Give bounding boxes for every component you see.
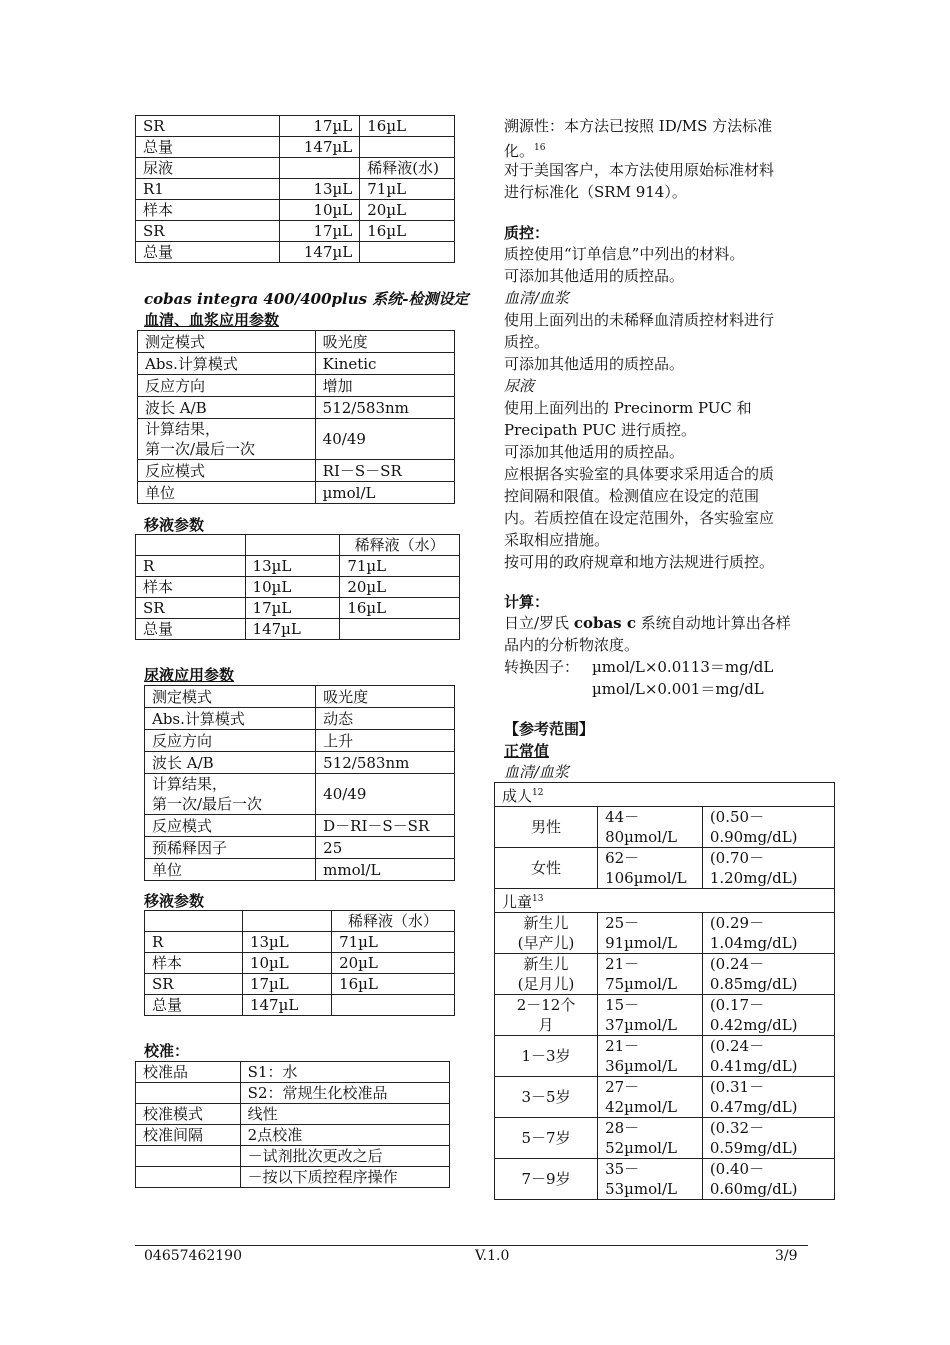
table-cell: 总量 [136,619,246,640]
table-cell: 16µL [332,974,455,995]
table-cell: 计算结果， 第一次/最后一次 [138,419,316,460]
reference-row [495,913,835,954]
table-cell: 44－ 80µmol/L [598,807,703,848]
table-cell: 测定模式 [145,686,316,708]
table-row [136,1167,450,1188]
traceability-line-1: 溯源性：本方法已按照 ID/MS 方法标准 [504,117,773,135]
qc-line-2: 可添加其他适用的质控品。 [504,267,685,285]
table-cell: 147µL [280,137,360,158]
qc-line-10: 控间隔和限值。检测值应在设定的范围 [504,487,760,505]
table-cell: R [145,932,243,953]
child-group-row [495,889,835,913]
table-cell [332,995,455,1016]
table-cell: 反应方向 [138,375,316,397]
table-cell: 25－ 91µmol/L [598,913,703,954]
table-cell: 单位 [145,859,316,881]
table-cell: 17µL [245,598,340,619]
table-cell: (0.17－ 0.42mg/dL) [702,995,834,1036]
serum-plasma-label: 血清/血浆 [504,763,570,781]
table-cell: D－RI－S－SR [316,815,455,837]
calculation-line-2: 品内的分析物浓度。 [504,636,640,654]
table-row [136,556,460,577]
table-cell: 总量 [136,137,280,158]
table-cell: 512/583nm [316,752,455,774]
reference-range-table [494,782,835,1200]
table-cell: 波长 A/B [138,397,316,419]
table-row [136,221,455,242]
table-row [145,974,455,995]
qc-line-13: 按可用的政府规章和地方法规进行质控。 [504,553,775,571]
urine-params-heading: 尿液应用参数 [144,666,235,684]
qc-heading: 质控： [504,224,550,242]
table-row [145,932,455,953]
table-row [136,1125,450,1146]
table-cell: 20µL [332,953,455,974]
table-row [136,179,455,200]
table-cell: 校准间隔 [136,1125,241,1146]
table-row [136,1062,450,1083]
table-cell: 13µL [245,556,340,577]
table-cell: 总量 [136,242,280,263]
table-cell: (0.24－ 0.85mg/dL) [702,954,834,995]
table-row [145,953,455,974]
table-cell: 147µL [242,995,331,1016]
normal-values-heading: 正常值 [504,742,550,760]
table-cell [280,158,360,179]
calculation-line-1: 日立/罗氏 cobas c 系统自动地计算出各样 [504,614,791,632]
table-row [145,995,455,1016]
calculation-heading: 计算： [504,593,550,611]
table-cell [136,535,246,556]
table-cell: 16µL [340,598,460,619]
table-row [138,375,455,397]
table-cell: 71µL [360,179,455,200]
table-cell [360,137,455,158]
table-cell: 吸光度 [315,331,454,353]
table-cell: 3－5岁 [495,1077,598,1118]
table-cell [340,619,460,640]
table-cell: 147µL [280,242,360,263]
qc-line-7: Precipath PUC 进行质控。 [504,421,697,439]
table-cell: S2：常规生化校准品 [240,1083,449,1104]
table-row [145,730,455,752]
calibration-table [135,1061,450,1188]
qc-urine-label: 尿液 [504,377,535,395]
integra-title: cobas integra 400/400plus 系统-检测设定 [144,290,469,308]
table-cell: SR [136,221,280,242]
pipette-heading-2: 移液参数 [144,892,205,910]
table-row [138,482,455,504]
traceability-line-2: 化。$^{16}$ [504,142,546,160]
table-row [138,397,455,419]
table-cell: 62－ 106µmol/L [598,848,703,889]
table-cell: 反应模式 [138,460,316,482]
table-cell: 稀释液(水) [360,158,455,179]
reference-row [495,1159,835,1200]
reference-row [495,995,835,1036]
qc-line-3: 使用上面列出的未稀释血清质控材料进行 [504,311,775,329]
table-row [136,158,455,179]
table-cell: 15－ 37µmol/L [598,995,703,1036]
table-cell [245,535,340,556]
table-cell: 21－ 36µmol/L [598,1036,703,1077]
table-cell: SR [145,974,243,995]
document-code: 04657462190 [144,1248,242,1264]
table-cell: －按以下质控程序操作 [240,1167,449,1188]
reference-range-heading: 【参考范围】 [504,720,595,738]
table-row [145,686,455,708]
table-cell: Kinetic [315,353,454,375]
table-cell: 20µL [360,200,455,221]
table-cell: mmol/L [316,859,455,881]
table-cell [136,1083,241,1104]
table-cell: 16µL [360,221,455,242]
table-cell: 稀释液（水） [340,535,460,556]
table-cell [360,242,455,263]
table-cell: 反应模式 [145,815,316,837]
table-cell: 35－ 53µmol/L [598,1159,703,1200]
adult-group-row [495,783,835,807]
table-cell: 增加 [315,375,454,397]
page-number: 3/9 [775,1248,798,1264]
table-cell: (0.24－ 0.41mg/dL) [702,1036,834,1077]
table-cell: 147µL [245,619,340,640]
table-row [145,859,455,881]
table-cell: 16µL [360,116,455,137]
table-cell: 40/49 [315,419,454,460]
pipette-table-2 [144,910,455,1016]
conversion-factor-2: µmol/L×0.001＝mg/dL [592,680,764,698]
table-cell: µmol/L [315,482,454,504]
table-cell [136,1167,241,1188]
table-cell: 2－12个 月 [495,995,598,1036]
qc-serum-label: 血清/血浆 [504,289,570,307]
table-row [136,535,460,556]
table-row [136,242,455,263]
footer-divider [135,1245,808,1246]
table-cell: 样本 [136,200,280,221]
qc-line-8: 可添加其他适用的质控品。 [504,443,685,461]
table-row [136,619,460,640]
table-cell: Abs.计算模式 [145,708,316,730]
table-row [136,1146,450,1167]
table-cell: (0.40－ 0.60mg/dL) [702,1159,834,1200]
child-group-row-cell: 儿童$^{13}$ [495,889,835,913]
table-cell: S1：水 [240,1062,449,1083]
table-cell: －试剂批次更改之后 [240,1146,449,1167]
table-row [136,598,460,619]
table-cell: (0.32－ 0.59mg/dL) [702,1118,834,1159]
table-cell: 21－ 75µmol/L [598,954,703,995]
table-cell [136,1146,241,1167]
table-cell: 反应方向 [145,730,316,752]
table-cell: 上升 [316,730,455,752]
table-cell: 计算结果， 第一次/最后一次 [145,774,316,815]
table-cell: 13µL [280,179,360,200]
table-row [136,577,460,598]
table-cell [145,911,243,932]
table-cell: 总量 [145,995,243,1016]
table-cell: 17µL [280,116,360,137]
table-row [145,837,455,859]
urine-params-table [144,685,455,881]
table-cell: 27－ 42µmol/L [598,1077,703,1118]
table-cell: 稀释液（水） [332,911,455,932]
table-cell: 10µL [245,577,340,598]
qc-line-1: 质控使用“订单信息”中列出的材料。 [504,245,745,263]
table-cell: (0.29－ 1.04mg/dL) [702,913,834,954]
table-row [136,116,455,137]
table-cell: 17µL [280,221,360,242]
qc-line-12: 采取相应措施。 [504,531,610,549]
table-cell: 吸光度 [316,686,455,708]
qc-line-6: 使用上面列出的 Precinorm PUC 和 [504,399,752,417]
table-row [145,708,455,730]
conversion-label: 转换因子： [504,658,580,676]
table-cell: 10µL [280,200,360,221]
qc-line-11: 内。若质控值在设定范围外，各实验室应 [504,509,775,527]
table-cell: 28－ 52µmol/L [598,1118,703,1159]
table-cell: 10µL [242,953,331,974]
reference-row [495,1118,835,1159]
table-cell: 71µL [332,932,455,953]
table-cell: (0.31－ 0.47mg/dL) [702,1077,834,1118]
table-cell: 7－9岁 [495,1159,598,1200]
adult-group-row-cell: 成人$^{12}$ [495,783,835,807]
table-cell: SR [136,598,246,619]
reference-row [495,848,835,889]
us-customers-line-1: 对于美国客户，本方法使用原始标准材料 [504,161,775,179]
table-cell: 波长 A/B [145,752,316,774]
table-cell: 512/583nm [315,397,454,419]
table-row [145,911,455,932]
reference-row [495,1077,835,1118]
table-row [138,331,455,353]
table-row [136,1083,450,1104]
table-row [136,200,455,221]
table-cell: 17µL [242,974,331,995]
us-customers-line-2: 进行标准化（SRM 914）。 [504,183,687,201]
table-cell: 13µL [242,932,331,953]
version: V.1.0 [475,1248,510,1264]
table-cell: 单位 [138,482,316,504]
table-cell: 动态 [316,708,455,730]
table-cell: 71µL [340,556,460,577]
pipette-table-1 [135,534,460,640]
table-cell: 5－7岁 [495,1118,598,1159]
serum-params-heading: 血清、血浆应用参数 [144,311,280,329]
table-cell: 尿液 [136,158,280,179]
table-cell: 20µL [340,577,460,598]
table-row [138,419,455,460]
table-cell: (0.50－ 0.90mg/dL) [702,807,834,848]
qc-line-5: 可添加其他适用的质控品。 [504,355,685,373]
reference-row [495,954,835,995]
table-row [136,1104,450,1125]
table-cell: 男性 [495,807,598,848]
table-cell: 校准品 [136,1062,241,1083]
table-cell: 25 [316,837,455,859]
serum-params-table [137,330,455,504]
qc-line-4: 质控。 [504,333,550,351]
table-row [138,353,455,375]
table-cell [242,911,331,932]
pipette-table-top [135,115,455,263]
table-cell: 新生儿 (足月儿) [495,954,598,995]
pipette-heading-1: 移液参数 [144,516,205,534]
reference-row [495,807,835,848]
table-cell: (0.70－ 1.20mg/dL) [702,848,834,889]
reference-row [495,1036,835,1077]
table-cell: 预稀释因子 [145,837,316,859]
table-cell: 女性 [495,848,598,889]
table-row [136,137,455,158]
table-cell: 2点校准 [240,1125,449,1146]
table-row [145,774,455,815]
qc-line-9: 应根据各实验室的具体要求采用适合的质 [504,465,775,483]
table-cell: 新生儿 (早产儿) [495,913,598,954]
table-cell: 线性 [240,1104,449,1125]
table-cell: R [136,556,246,577]
table-cell: R1 [136,179,280,200]
table-row [145,815,455,837]
table-cell: Abs.计算模式 [138,353,316,375]
table-cell: SR [136,116,280,137]
table-cell: 校准模式 [136,1104,241,1125]
table-cell: RI－S－SR [315,460,454,482]
conversion-factor-1: µmol/L×0.0113＝mg/dL [592,658,774,676]
table-cell: 测定模式 [138,331,316,353]
table-cell: 样本 [136,577,246,598]
calibration-heading: 校准： [144,1042,190,1060]
table-cell: 40/49 [316,774,455,815]
table-row [145,752,455,774]
table-cell: 样本 [145,953,243,974]
table-cell: 1－3岁 [495,1036,598,1077]
table-row [138,460,455,482]
